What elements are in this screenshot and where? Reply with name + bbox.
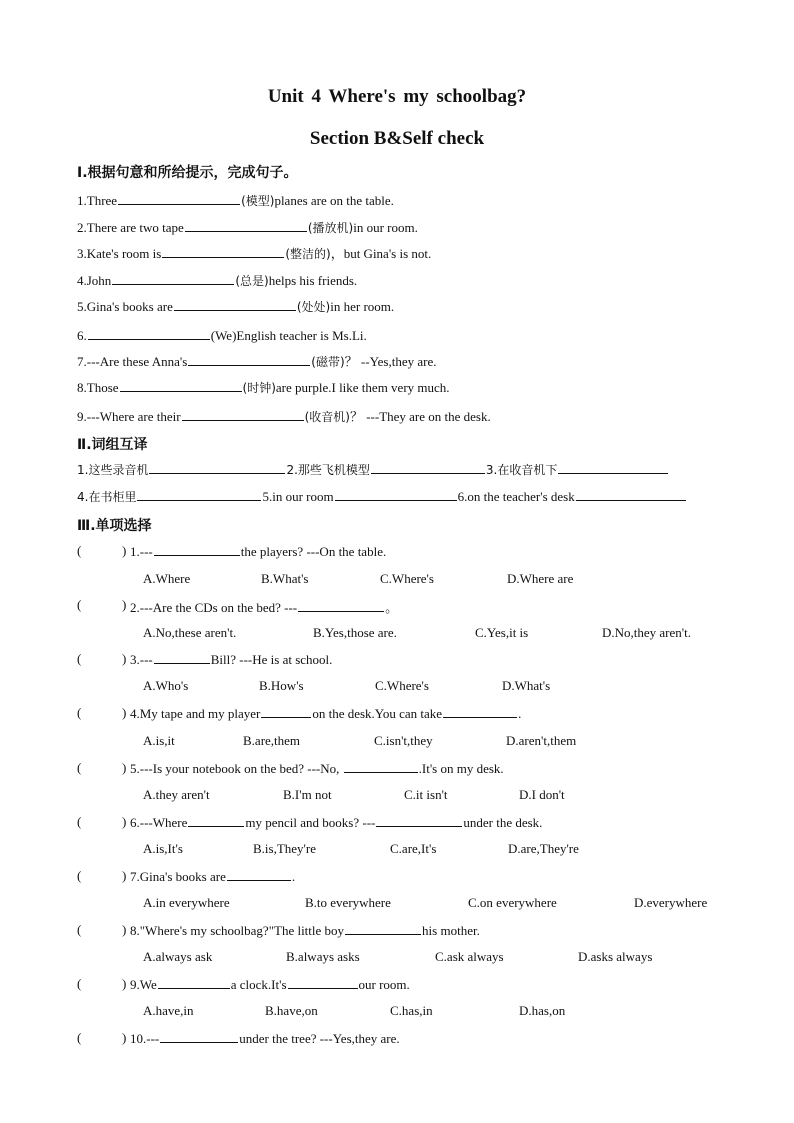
answer-paren-open: ( — [77, 705, 82, 720]
s2-row-2: 4.在书柜里 5.in our room 6.on the teacher's desk — [77, 488, 687, 505]
option-d[interactable]: D.Where are — [507, 571, 574, 586]
answer-paren-close[interactable]: ) — [122, 814, 127, 829]
question-7: 7.Gina's books are . — [130, 869, 296, 884]
question-1: 1.--- the players? ---On the table. — [130, 544, 387, 559]
answer-paren-open: ( — [77, 543, 82, 558]
answer-blank[interactable] — [182, 408, 304, 421]
answer-blank[interactable] — [288, 976, 358, 989]
answer-blank[interactable] — [188, 353, 310, 366]
answer-blank[interactable] — [137, 488, 261, 501]
option-c[interactable]: C.Yes,it is — [475, 625, 529, 640]
answer-paren-open: ( — [77, 976, 82, 991]
answer-blank[interactable] — [154, 543, 240, 556]
option-b[interactable]: B.I'm not — [283, 787, 332, 802]
answer-blank[interactable] — [162, 245, 284, 258]
s1-item-3: 3.Kate's room is (整洁的)，but Gina's is not. — [77, 246, 432, 261]
s1-item-9: 9.---Where are their (收音机)？ ---They are on the desk. — [77, 409, 491, 424]
answer-paren-close[interactable]: ) — [122, 922, 127, 937]
answer-blank[interactable] — [344, 760, 418, 773]
option-b[interactable]: B.always asks — [286, 949, 360, 964]
answer-paren-open: ( — [77, 814, 82, 829]
answer-paren-open: ( — [77, 868, 82, 883]
answer-blank[interactable] — [298, 599, 384, 612]
option-c[interactable]: C.it isn't — [404, 787, 448, 802]
option-a[interactable]: A.they aren't — [143, 787, 210, 802]
answer-blank[interactable] — [261, 705, 311, 718]
option-d[interactable]: D.aren't,them — [506, 733, 577, 748]
question-5: 5.---Is your notebook on the bed? ---No, .It's on my desk. — [130, 761, 504, 776]
option-a[interactable]: A.is,it — [143, 733, 175, 748]
option-a[interactable]: A.Who's — [143, 678, 189, 693]
question-9: 9.We a clock.It's our room. — [130, 977, 410, 992]
answer-blank[interactable] — [443, 705, 517, 718]
answer-paren-open: ( — [77, 651, 82, 666]
option-c[interactable]: C.isn't,they — [374, 733, 433, 748]
option-d[interactable]: D.has,on — [519, 1003, 566, 1018]
option-a[interactable]: A.have,in — [143, 1003, 194, 1018]
s1-item-5: 5.Gina's books are (处处)in her room. — [77, 299, 395, 314]
page-subtitle: Section B&Self check — [309, 128, 485, 149]
option-d[interactable]: D.asks always — [578, 949, 653, 964]
answer-blank[interactable] — [160, 1030, 238, 1043]
answer-paren-open: ( — [77, 760, 82, 775]
answer-paren-open: ( — [77, 922, 82, 937]
s1-item-1: 1.Three (模型)planes are on the table. — [77, 193, 394, 208]
question-4: 4.My tape and my player on the desk.You can take . — [130, 706, 522, 721]
option-d[interactable]: D.What's — [502, 678, 551, 693]
answer-paren-close[interactable]: ) — [122, 1030, 127, 1045]
s1-item-6: 6. (We)English teacher is Ms.Li. — [77, 328, 367, 343]
answer-paren-close[interactable]: ) — [122, 543, 127, 558]
option-c[interactable]: C.on everywhere — [468, 895, 557, 910]
s1-item-2: 2.There are two tape (播放机)in our room. — [77, 220, 418, 235]
answer-paren-close[interactable]: ) — [122, 597, 127, 612]
option-c[interactable]: C.Where's — [375, 678, 429, 693]
answer-paren-open: ( — [77, 1030, 82, 1045]
section2-heading: Ⅱ.词组互译 — [77, 437, 148, 453]
answer-blank[interactable] — [174, 298, 296, 311]
section3-heading: Ⅲ.单项选择 — [77, 518, 152, 534]
question-3: 3.--- Bill? ---He is at school. — [130, 652, 333, 667]
s2-row-1: 1.这些录音机 2.那些飞机模型 3.在收音机下 — [77, 461, 669, 478]
option-d[interactable]: D.I don't — [519, 787, 565, 802]
option-b[interactable]: B.have,on — [265, 1003, 318, 1018]
answer-blank[interactable] — [149, 461, 285, 474]
answer-blank[interactable] — [188, 814, 244, 827]
answer-blank[interactable] — [576, 488, 686, 501]
option-b[interactable]: B.are,them — [243, 733, 301, 748]
answer-blank[interactable] — [120, 379, 242, 392]
option-c[interactable]: C.ask always — [435, 949, 504, 964]
section1-heading: I.根据句意和所给提示，完成句子。 — [77, 165, 298, 181]
answer-blank[interactable] — [88, 327, 210, 340]
option-a[interactable]: A.in everywhere — [143, 895, 230, 910]
answer-blank[interactable] — [335, 488, 457, 501]
answer-blank[interactable] — [371, 461, 485, 474]
option-a[interactable]: A.always ask — [143, 949, 213, 964]
answer-blank[interactable] — [154, 651, 210, 664]
answer-blank[interactable] — [185, 219, 307, 232]
answer-paren-close[interactable]: ) — [122, 868, 127, 883]
option-a[interactable]: A.is,It's — [143, 841, 183, 856]
answer-paren-close[interactable]: ) — [122, 760, 127, 775]
option-b[interactable]: B.to everywhere — [305, 895, 391, 910]
question-10: 10.--- under the tree? ---Yes,they are. — [130, 1031, 400, 1046]
option-c[interactable]: C.are,It's — [390, 841, 437, 856]
answer-paren-close[interactable]: ) — [122, 976, 127, 991]
answer-blank[interactable] — [558, 461, 668, 474]
answer-blank[interactable] — [227, 868, 291, 881]
answer-paren-open: ( — [77, 597, 82, 612]
answer-blank[interactable] — [376, 814, 462, 827]
answer-blank[interactable] — [345, 922, 421, 935]
s1-item-7: 7.---Are these Anna's (磁带)？ --Yes,they are. — [77, 354, 437, 369]
option-d[interactable]: D.No,they aren't. — [602, 625, 691, 640]
option-a[interactable]: A.Where — [143, 571, 191, 586]
answer-paren-close[interactable]: ) — [122, 705, 127, 720]
s1-item-4: 4.John (总是)helps his friends. — [77, 273, 358, 288]
option-b[interactable]: B.is,They're — [253, 841, 316, 856]
option-a[interactable]: A.No,these aren't. — [143, 625, 237, 640]
answer-paren-close[interactable]: ) — [122, 651, 127, 666]
option-b[interactable]: B.How's — [259, 678, 304, 693]
answer-blank[interactable] — [118, 192, 240, 205]
option-b[interactable]: B.What's — [261, 571, 309, 586]
option-c[interactable]: C.has,in — [390, 1003, 433, 1018]
page-title: Unit 4 Where's my schoolbag? — [267, 86, 527, 107]
option-d[interactable]: D.everywhere — [634, 895, 708, 910]
question-6: 6.---Where my pencil and books? --- under the desk. — [130, 815, 543, 830]
option-d[interactable]: D.are,They're — [508, 841, 579, 856]
answer-blank[interactable] — [158, 976, 230, 989]
question-2: 2.---Are the CDs on the bed? --- 。 — [130, 600, 399, 615]
option-b[interactable]: B.Yes,those are. — [313, 625, 397, 640]
option-c[interactable]: C.Where's — [380, 571, 434, 586]
question-8: 8."Where's my schoolbag?"The little boy his mother. — [130, 923, 480, 938]
s1-item-8: 8.Those (时钟)are purple.I like them very much. — [77, 380, 450, 395]
answer-blank[interactable] — [112, 272, 234, 285]
